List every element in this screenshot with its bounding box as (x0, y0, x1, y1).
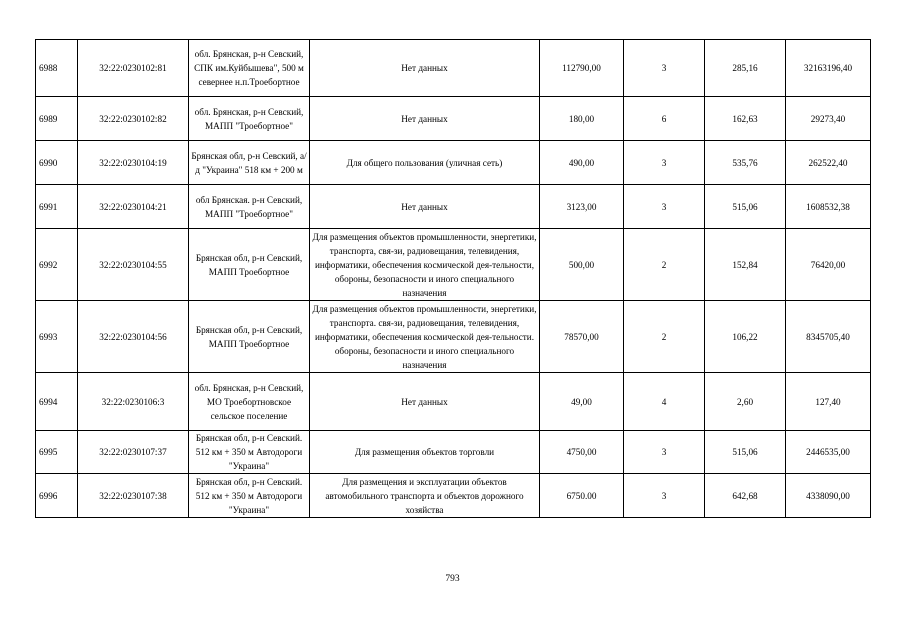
address-cell: Брянская обл, р-н Севский, а/д "Украина" 518 км + 200 м (189, 141, 310, 185)
address-cell: обл. Брянская, р-н Севский, МАПП "Троебортное" (189, 97, 310, 141)
rate-cell: 642,68 (705, 474, 786, 518)
usage-cell: Для общего пользования (уличная сеть) (310, 141, 540, 185)
address-cell: Брянская обл, р-н Севский, МАПП Троебортное (189, 229, 310, 301)
value-cell: 32163196,40 (786, 40, 871, 97)
table-row (36, 141, 871, 185)
area-cell: 112790,00 (540, 40, 624, 97)
cadastral-number: 32:22:0230104:21 (78, 185, 189, 229)
area-cell: 500,00 (540, 229, 624, 301)
table-row (36, 97, 871, 141)
value-cell: 127,40 (786, 373, 871, 431)
rate-cell: 106,22 (705, 301, 786, 373)
cadastral-number: 32:22:0230102:82 (78, 97, 189, 141)
row-number: 6995 (36, 431, 78, 474)
table-row (36, 373, 871, 431)
cadastral-number: 32:22:0230107:38 (78, 474, 189, 518)
rate-cell: 515,06 (705, 431, 786, 474)
table-row (36, 185, 871, 229)
address-cell: обл. Брянская, р-н Севский, МО Троебортновское сельское поселение (189, 373, 310, 431)
cadastral-number: 32:22:0230106:3 (78, 373, 189, 431)
rate-cell: 162,63 (705, 97, 786, 141)
group-cell: 6 (624, 97, 705, 141)
table-row (36, 431, 871, 474)
row-number: 6991 (36, 185, 78, 229)
row-number: 6988 (36, 40, 78, 97)
address-cell: обл Брянская. р-н Севский, МАПП "Троебортное" (189, 185, 310, 229)
cadastral-number: 32:22:0230104:55 (78, 229, 189, 301)
rate-cell: 285,16 (705, 40, 786, 97)
address-cell: Брянская обл, р-н Севский. 512 км + 350 м Автодороги "Украина" (189, 431, 310, 474)
land-registry-table (35, 39, 871, 518)
table-row (36, 301, 871, 373)
area-cell: 4750,00 (540, 431, 624, 474)
usage-cell: Нет данных (310, 40, 540, 97)
group-cell: 3 (624, 431, 705, 474)
group-cell: 3 (624, 185, 705, 229)
group-cell: 3 (624, 40, 705, 97)
cadastral-number: 32:22:0230104:56 (78, 301, 189, 373)
cadastral-number: 32:22:0230107:37 (78, 431, 189, 474)
usage-cell: Для размещения объектов промышленности, энергетики, транспорта. свя-зи, радиовещания, телевидения, информатики, обеспечения космической дея-тельности. обороны, безопасности и иного специального назначения (310, 301, 540, 373)
value-cell: 262522,40 (786, 141, 871, 185)
usage-cell: Нет данных (310, 185, 540, 229)
usage-cell: Для размещения объектов торговли (310, 431, 540, 474)
cadastral-number: 32:22:0230104:19 (78, 141, 189, 185)
area-cell: 180,00 (540, 97, 624, 141)
table-row (36, 474, 871, 518)
area-cell: 3123,00 (540, 185, 624, 229)
group-cell: 2 (624, 229, 705, 301)
address-cell: Брянская обл, р-н Севский, МАПП Троебортное (189, 301, 310, 373)
value-cell: 29273,40 (786, 97, 871, 141)
row-number: 6992 (36, 229, 78, 301)
rate-cell: 535,76 (705, 141, 786, 185)
table-row (36, 40, 871, 97)
cadastral-number: 32:22:0230102:81 (78, 40, 189, 97)
area-cell: 49,00 (540, 373, 624, 431)
value-cell: 8345705,40 (786, 301, 871, 373)
table-row (36, 229, 871, 301)
row-number: 6993 (36, 301, 78, 373)
address-cell: обл. Брянская, р-н Севский, СПК им.Куйбышева", 500 м севернее н.п.Троебортное (189, 40, 310, 97)
area-cell: 6750.00 (540, 474, 624, 518)
row-number: 6989 (36, 97, 78, 141)
area-cell: 78570,00 (540, 301, 624, 373)
rate-cell: 515,06 (705, 185, 786, 229)
page-number: 793 (445, 574, 460, 584)
usage-cell: Нет данных (310, 97, 540, 141)
usage-cell: Для размещения и эксплуатации объектов автомобильного транспорта и объектов дорожного хозяйства (310, 474, 540, 518)
rate-cell: 2,60 (705, 373, 786, 431)
row-number: 6994 (36, 373, 78, 431)
group-cell: 3 (624, 141, 705, 185)
value-cell: 2446535,00 (786, 431, 871, 474)
usage-cell: Нет данных (310, 373, 540, 431)
area-cell: 490,00 (540, 141, 624, 185)
address-cell: Брянская обл, р-н Севский. 512 км + 350 м Автодороги "Украина" (189, 474, 310, 518)
value-cell: 4338090,00 (786, 474, 871, 518)
usage-cell: Для размещения объектов промышленности, энергетики, транспорта, свя-зи, радиовещания, телевидения, информатики, обеспечения космической дея-тельности, обороны, безопасности и иного специального назначения (310, 229, 540, 301)
group-cell: 4 (624, 373, 705, 431)
row-number: 6996 (36, 474, 78, 518)
value-cell: 76420,00 (786, 229, 871, 301)
group-cell: 2 (624, 301, 705, 373)
value-cell: 1608532,38 (786, 185, 871, 229)
rate-cell: 152,84 (705, 229, 786, 301)
row-number: 6990 (36, 141, 78, 185)
group-cell: 3 (624, 474, 705, 518)
